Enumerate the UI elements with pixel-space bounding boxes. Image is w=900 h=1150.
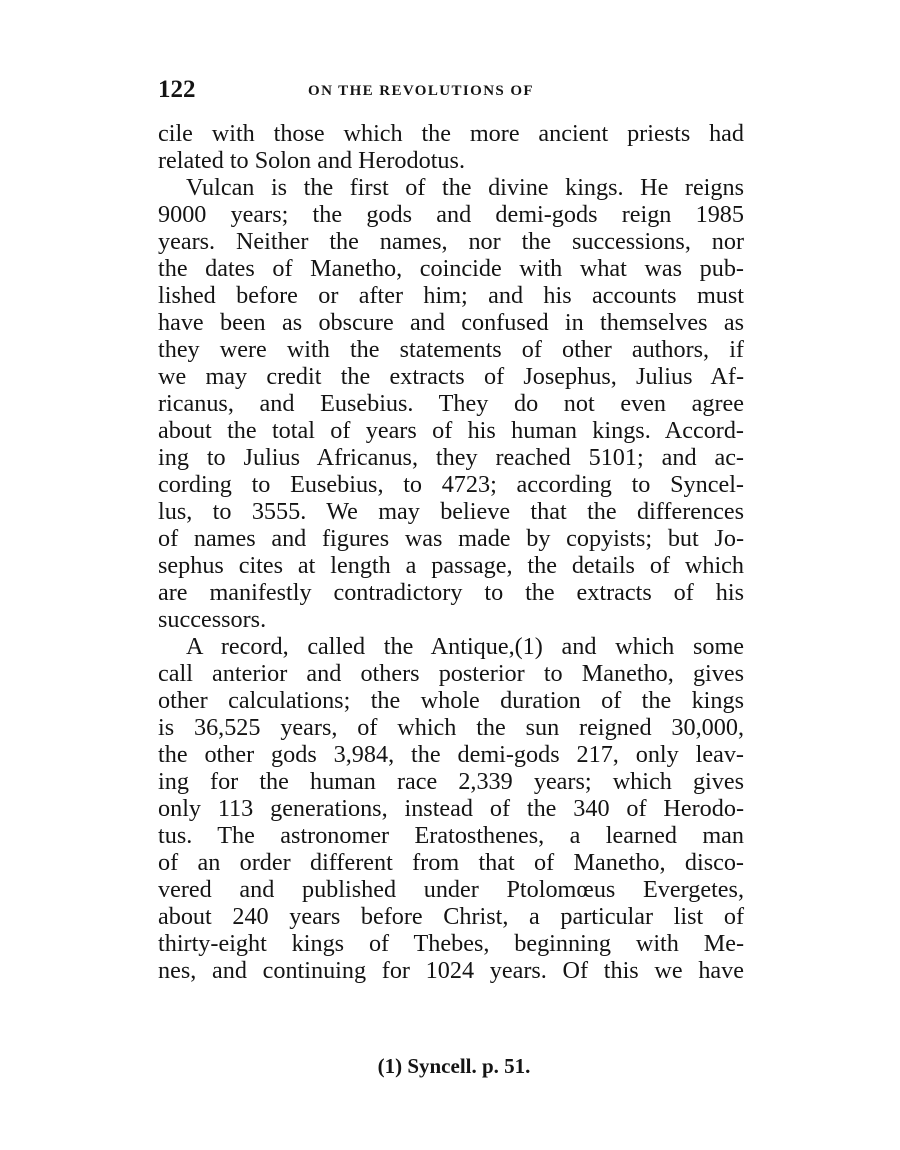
text-line: Vulcan is the first of the divine kings. He reigns (186, 174, 744, 201)
text-line: about the total of years of his human kings. Accord- (158, 417, 744, 444)
text-line: lus, to 3555. We may believe that the differences (158, 498, 744, 525)
text-line: sephus cites at length a passage, the details of which (158, 552, 744, 579)
text-line: ing to Julius Africanus, they reached 5101; and ac- (158, 444, 744, 471)
text-line: have been as obscure and confused in themselves as (158, 309, 744, 336)
text-line: vered and published under Ptolomœus Evergetes, (158, 876, 744, 903)
text-line: lished before or after him; and his accounts must (158, 282, 744, 309)
text-line: cording to Eusebius, to 4723; according to Syncel- (158, 471, 744, 498)
text-line: thirty-eight kings of Thebes, beginning with Me- (158, 930, 744, 957)
text-line: A record, called the Antique,(1) and which some (186, 633, 744, 660)
page-number: 122 (158, 76, 196, 103)
text-line: nes, and continuing for 1024 years. Of this we have (158, 957, 744, 984)
text-line: tus. The astronomer Eratosthenes, a learned man (158, 822, 744, 849)
text-line: of an order different from that of Manetho, disco- (158, 849, 744, 876)
text-line: ing for the human race 2,339 years; which gives (158, 768, 744, 795)
text-line: ricanus, and Eusebius. They do not even agree (158, 390, 744, 417)
text-line: only 113 generations, instead of the 340 of Herodo- (158, 795, 744, 822)
text-line: they were with the statements of other authors, if (158, 336, 744, 363)
text-line: are manifestly contradictory to the extracts of his (158, 579, 744, 606)
text-line: the other gods 3,984, the demi-gods 217, only leav- (158, 741, 744, 768)
text-line: years. Neither the names, nor the successions, nor (158, 228, 744, 255)
footnote: (1) Syncell. p. 51. (377, 1054, 531, 1078)
text-line: we may credit the extracts of Josephus, Julius Af- (158, 363, 744, 390)
running-title: ON THE REVOLUTIONS OF (308, 83, 534, 99)
text-line: about 240 years before Christ, a particular list of (158, 903, 744, 930)
text-line: successors. (158, 606, 267, 633)
text-line: other calculations; the whole duration of the kings (158, 687, 744, 714)
text-line: call anterior and others posterior to Manetho, gives (158, 660, 744, 687)
text-line: of names and figures was made by copyists; but Jo- (158, 525, 744, 552)
text-line: related to Solon and Herodotus. (158, 147, 465, 174)
page-header (158, 76, 742, 104)
text-line: the dates of Manetho, coincide with what was pub- (158, 255, 744, 282)
text-line: cile with those which the more ancient priests had (158, 120, 744, 147)
text-line: 9000 years; the gods and demi-gods reign 1985 (158, 201, 744, 228)
body-text (158, 120, 744, 984)
text-line: is 36,525 years, of which the sun reigned 30,000, (158, 714, 744, 741)
